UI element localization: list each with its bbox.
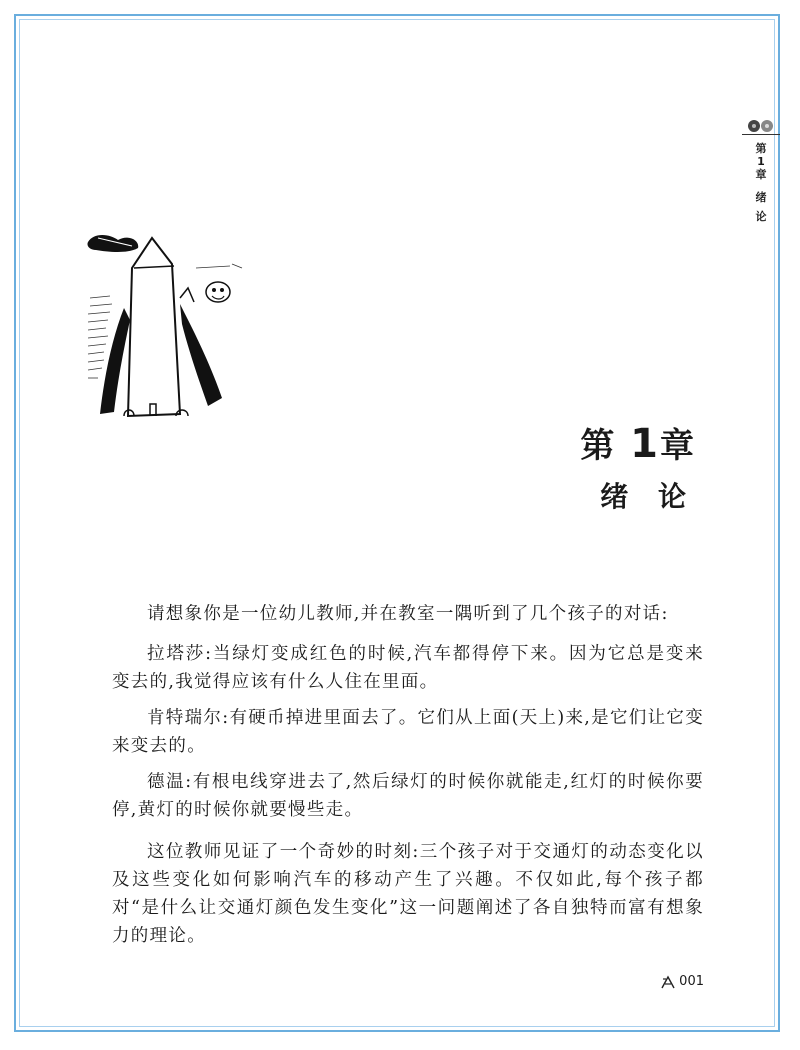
chapter-number [580,421,696,467]
paragraph: 拉塔莎:当绿灯变成红色的时候,汽车都得停下来。因为它总是变来变去的,我觉得应该有什么人住在里面。 [112,644,704,692]
side-tab-char: 1 [757,155,765,168]
chapter-title: 绪 论 [600,480,696,513]
paragraph: 请想象你是一位幼儿教师,并在教室一隅听到了几个孩子的对话: [147,604,669,624]
chapter-number-digit: 1 [630,421,660,467]
page-mark-icon [661,975,675,989]
paragraph: 肯特瑞尔:有硬币掉进里面去了。它们从上面(天上)来,是它们让它变来变去的。 [112,708,704,756]
paragraph: 德温:有根电线穿进去了,然后绿灯的时候你就能走,红灯的时候你要停,黄灯的时候你就要慢些走。 [112,772,704,820]
chapter-prefix: 第 [580,426,617,466]
side-tab-char: 论 [755,210,767,223]
paragraph: 这位教师见证了一个奇妙的时刻:三个孩子对于交通灯的动态变化以及这些变化如何影响汽车的移动产生了兴趣。不仅如此,每个孩子都对“是什么让交通灯颜色发生变化”这一问题阐述了各自独特而富有想象力的理论。 [112,842,704,946]
child-drawing-traffic-light [84,228,244,428]
side-tab-char: 第 [755,142,767,155]
side-tab-char: 章 [755,168,767,181]
side-tab-char: 绪 [755,191,767,204]
decorative-dots-icon [746,118,776,134]
tab-divider [742,134,780,135]
chapter-side-tab [742,112,780,232]
body-text [112,600,704,958]
page-footer [661,974,704,989]
chapter-heading [580,421,696,514]
chapter-suffix: 章 [660,426,696,466]
side-tab-text [752,142,770,223]
page-number: 001 [679,974,704,989]
